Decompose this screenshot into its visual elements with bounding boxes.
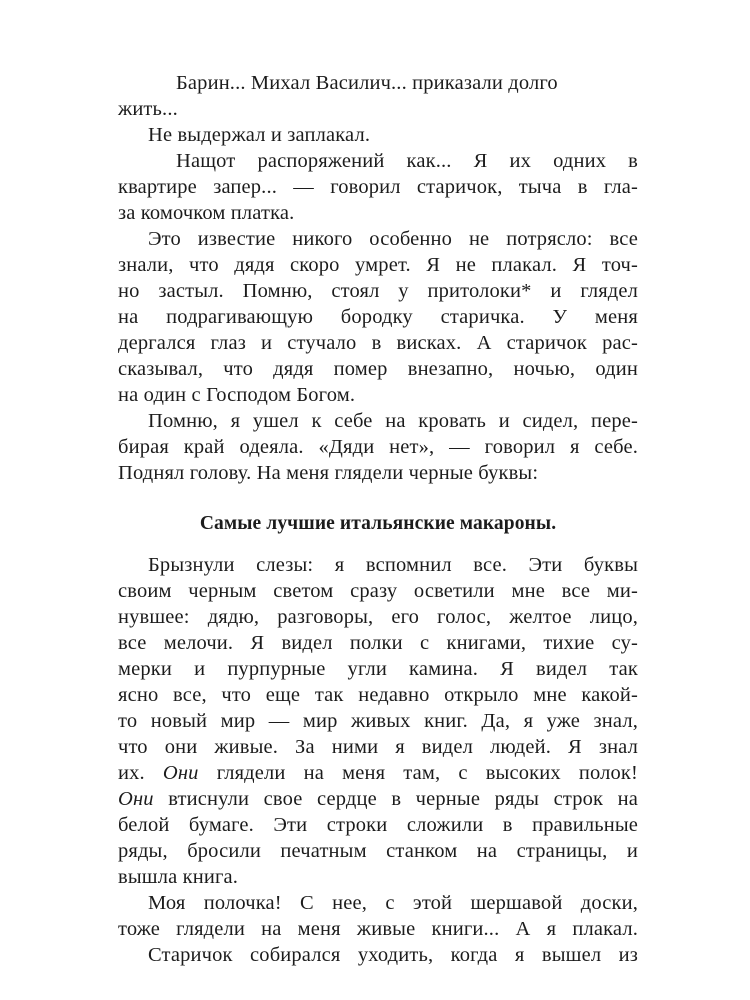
italic-word: Они [118,788,154,810]
text-line: все мелочи. Я видел полки с книгами, тихие су- [118,632,638,654]
text-line: сказывал, что дядя помер внезапно, ночью, один [118,358,638,380]
text-line: своим черным светом сразу осветили мне все ми- [118,580,638,602]
italic-word: Они [162,762,199,784]
text-line: квартире запер... — говорил старичок, тыча в гла- [118,176,638,198]
text-line: дергался глаз и стучало в висках. А старичок рас- [118,332,638,354]
text-line: Поднял голову. На меня глядели черные буквы: [118,462,539,484]
text-line: Брызнули слезы: я вспомнил все. Эти буквы [148,554,638,576]
text-fragment: глядели на меня там, с высоких полок! [216,762,638,784]
text-line: белой бумаге. Эти строки сложили в правильные [118,814,638,836]
text-line: знали, что дядя скоро умрет. Я не плакал. Я точ- [118,254,638,276]
text-fragment: втиснули свое сердце в черные ряды строк на [168,788,638,810]
text-line: на один с Господом Богом. [118,384,356,406]
text-line: жить... [118,98,178,120]
text-line: Барин... Михал Василич... приказали долго [176,72,558,94]
text-line: то новый мир — мир живых книг. Да, я уже знал, [118,710,638,732]
section-heading: Самые лучшие итальянские макароны. [199,513,557,534]
text-line: мерки и пурпурные угли камина. Я видел так [118,658,638,680]
text-line: Помню, я ушел к себе на кровать и сидел, пере- [148,410,638,432]
text-line: Не выдержал и заплакал. [148,124,371,146]
text-line: нувшее: дядю, разговоры, его голос, желтое лицо, [118,606,638,628]
text-line [118,760,638,787]
text-line: ясно все, что еще так недавно открыло мне какой- [118,684,638,706]
text-line: вышла книга. [118,866,239,888]
text-fragment: их. [118,762,145,784]
text-line: но застыл. Помню, стоял у притолоки* и глядел [118,280,638,302]
text-line: что они живые. За ними я видел людей. Я знал [118,736,638,758]
text-line: на подрагивающую бородку старичка. У меня [118,306,638,328]
text-line: тоже глядели на меня живые книги... А я плакал. [118,918,638,940]
text-line: ряды, бросили печатным станком на страницы, и [118,840,638,862]
text-line: Старичок собирался уходить, когда я вышел из [148,944,638,966]
text-line [118,786,638,813]
text-line: за комочком платка. [118,202,295,224]
text-line: Это известие никого особенно не потрясло: все [148,228,638,250]
text-line: бирая край одеяла. «Дяди нет», — говорил я себе. [118,436,638,458]
text-line: Моя полочка! С нее, с этой шершавой доски, [148,892,638,914]
text-line: Нащот распоряжений как... Я их одних в [176,150,638,172]
